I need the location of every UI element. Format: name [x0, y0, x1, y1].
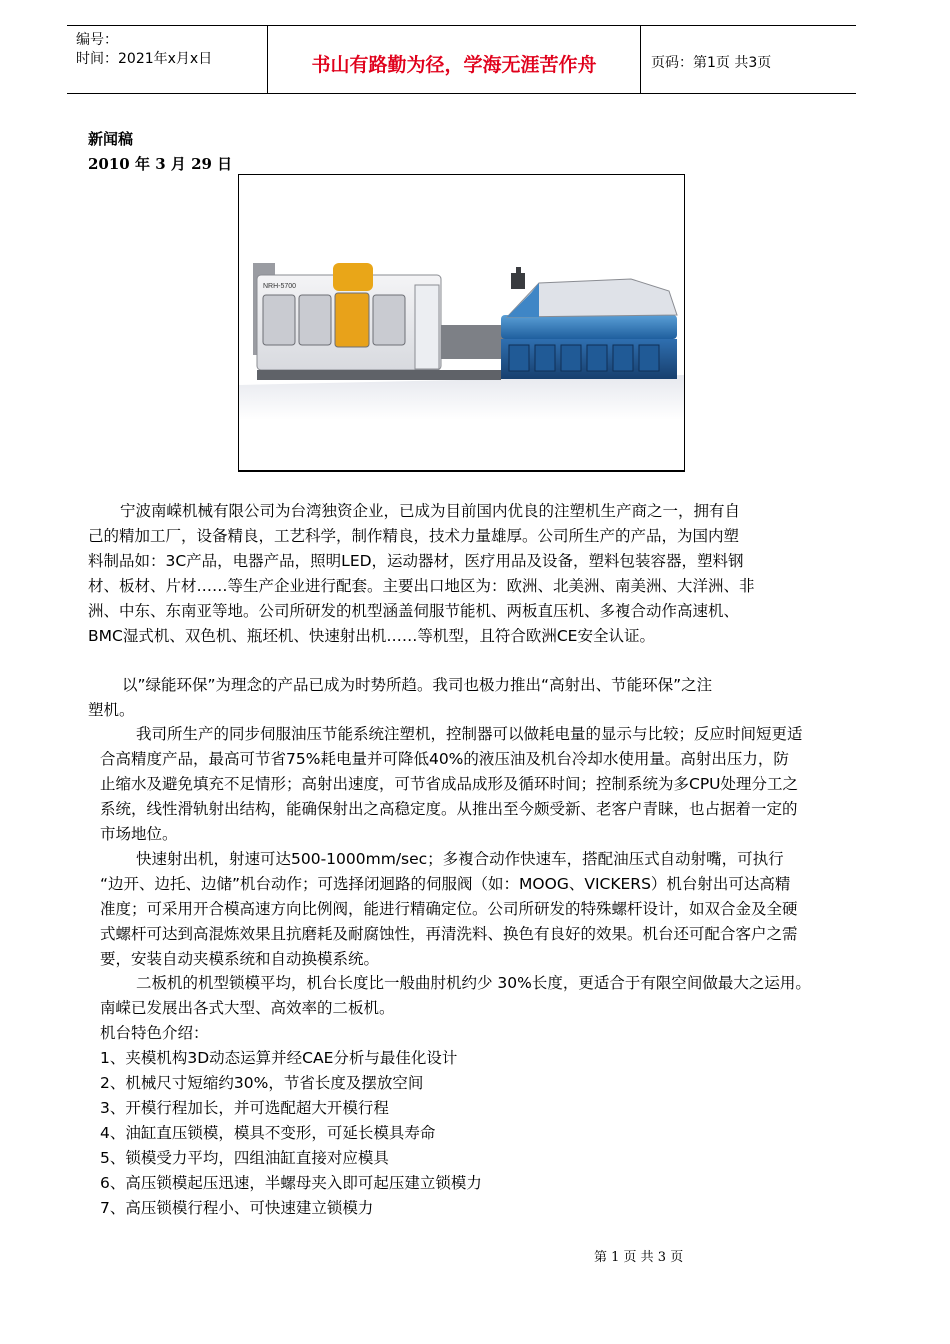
page-header [67, 25, 856, 94]
paragraph-line: 以”绿能环保”为理念的产品已成为时势所趋。我司也极力推出“高射出、节能环保”之注 [122, 676, 713, 694]
paragraph-line: 己的精加工厂，设备精良，工艺科学，制作精良，技术力量雄厚。公司所生产的产品，为国内塑 [88, 527, 740, 545]
model-label: NRH-5700 [263, 283, 297, 290]
number-label: 编号： [76, 32, 118, 48]
paragraph-line: BMC湿式机、双色机、瓶坯机、快速射出机……等机型，且符合欧洲CE安全认证。 [88, 627, 655, 645]
document-type: 新闻稿 [88, 130, 134, 148]
paragraph-line: 准度；可采用开合模高速方向比例阀，能进行精确定位。公司所研发的特殊螺杆设计，如双合金及全硬 [100, 900, 798, 918]
header-motto-cell [268, 26, 641, 93]
injection-molding-machine-image [239, 175, 684, 470]
paragraph-line: 材、板材、片材……等生产企业进行配套。主要出口地区为：欧洲、北美洲、南美洲、大洋洲、非 [88, 577, 755, 595]
time-label: 时间：2021年x月x日 [76, 51, 213, 67]
feature-list-item: 4、油缸直压锁模，模具不变形，可延长模具寿命 [100, 1124, 436, 1142]
document-date: 2010 年 3 月 29 日 [88, 155, 233, 173]
header-page-cell [641, 26, 856, 93]
footer-page-label: 第 1 页 共 3 页 [594, 1250, 684, 1265]
motto: 书山有路勤为径，学海无涯苦作舟 [311, 54, 597, 76]
paragraph-line: 料制品如：3C产品，电器产品，照明LED，运动器材，医疗用品及设备，塑料包装容器，塑料钢 [88, 552, 744, 570]
paragraph-line: 市场地位。 [100, 825, 178, 843]
paragraph-line: 机台特色介绍： [100, 1024, 209, 1042]
header-info-cell [67, 26, 268, 93]
paragraph-line: 宁波南嵘机械有限公司为台湾独资企业，已成为目前国内优良的注塑机生产商之一，拥有自 [120, 502, 741, 520]
paragraph-line: 合高精度产品，最高可节省75%耗电量并可降低40%的液压油及机台冷却水使用量。高射出压力，防 [100, 750, 789, 768]
feature-list-item: 3、开模行程加长，并可选配超大开模行程 [100, 1099, 389, 1117]
feature-list-item: 2、机械尺寸短缩约30%，节省长度及摆放空间 [100, 1074, 424, 1092]
feature-list-item: 6、高压锁模起压迅速，半螺母夹入即可起压建立锁模力 [100, 1174, 482, 1192]
paragraph-line: 止缩水及避免填充不足情形；高射出速度，可节省成品成形及循环时间；控制系统为多CPU处理分工之 [100, 775, 799, 793]
paragraph-line: 快速射出机，射速可达500-1000mm/sec；多複合动作快速车，搭配油压式自动射嘴，可执行 [136, 850, 784, 868]
paragraph-line: “边开、边托、边储”机台动作；可选择闭迴路的伺服阀（如：MOOG、VICKERS）机台射出可达高精 [100, 875, 791, 893]
header-page-label: 页码：第1页 共3页 [651, 55, 772, 71]
feature-list-item: 5、锁模受力平均，四组油缸直接对应模具 [100, 1149, 389, 1167]
paragraph-line: 南嵘已发展出各式大型、高效率的二板机。 [100, 999, 395, 1017]
machine-photo [238, 174, 685, 472]
paragraph-line: 洲、中东、东南亚等地。公司所研发的机型涵盖伺服节能机、两板直压机、多複合动作高速机、 [88, 602, 740, 620]
feature-list-item: 1、夹模机构3D动态运算并经CAE分析与最佳化设计 [100, 1049, 458, 1067]
paragraph-line: 式螺杆可达到高混炼效果且抗磨耗及耐腐蚀性，再清洗料、换色有良好的效果。机台还可配合客户之需 [100, 925, 798, 943]
paragraph-line: 要，安装自动夹模系统和自动换模系统。 [100, 950, 380, 968]
paragraph-line: 系统，线性滑轨射出结构，能确保射出之高稳定度。从推出至今颇受新、老客户青睐，也占据着一定的 [100, 800, 798, 818]
feature-list-item: 7、高压锁模行程小、可快速建立锁模力 [100, 1199, 374, 1217]
paragraph-line: 二板机的机型锁模平均，机台长度比一般曲肘机约少 30%长度，更适合于有限空间做最大之运用。 [136, 974, 811, 992]
paragraph-line: 我司所生产的同步伺服油压节能系统注塑机，控制器可以做耗电量的显示与比较；反应时间短更适 [136, 725, 803, 743]
paragraph-line: 塑机。 [88, 701, 135, 719]
